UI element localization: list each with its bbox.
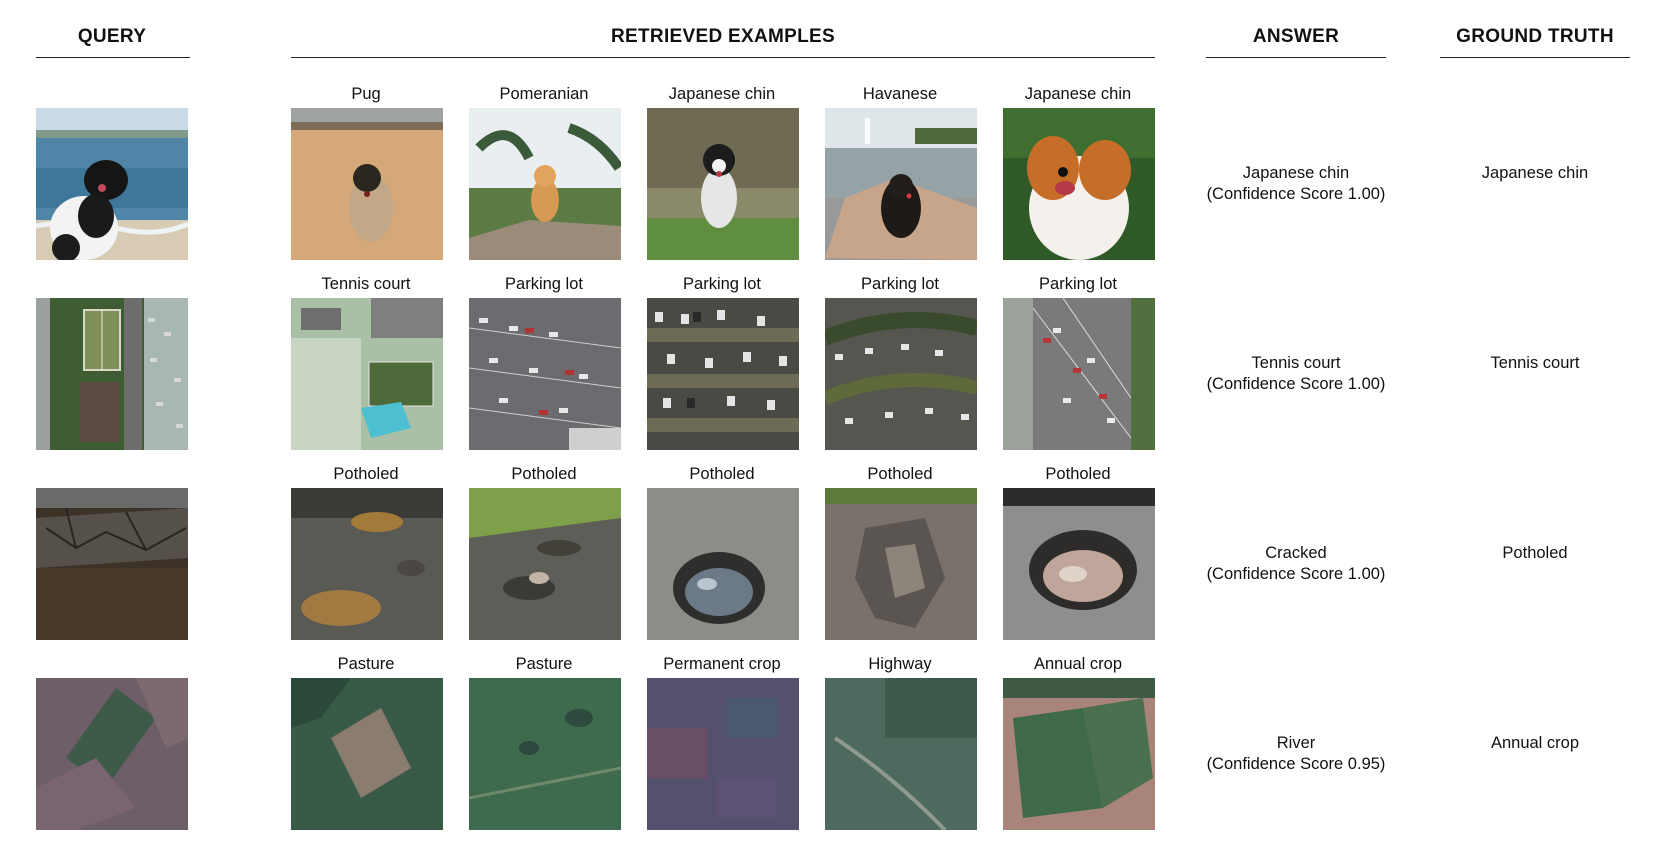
example-label: Havanese [862, 85, 938, 103]
example-label: Potholed [333, 465, 399, 483]
header-retrieved-examples: RETRIEVED EXAMPLES [611, 26, 835, 47]
example-image [469, 298, 621, 450]
example-label: Annual crop [1033, 655, 1123, 673]
header-retrieved-rule [291, 57, 1155, 58]
example-image [825, 678, 977, 830]
query-image [36, 298, 188, 450]
example-label: Parking lot [1039, 275, 1117, 293]
example-image [291, 488, 443, 640]
example-label: Pug [351, 85, 381, 103]
example-image [469, 108, 621, 260]
example-label: Permanent crop [663, 655, 781, 673]
example-image [1003, 678, 1155, 830]
ground-truth-label: Japanese chin [1481, 164, 1589, 182]
header-answer: ANSWER [1252, 26, 1340, 47]
example-image [291, 298, 443, 450]
header-ground-truth-rule [1440, 57, 1630, 58]
example-image [647, 108, 799, 260]
example-image [1003, 108, 1155, 260]
example-label: Japanese chin [1024, 85, 1132, 103]
example-image [647, 488, 799, 640]
example-image [291, 678, 443, 830]
example-image [291, 108, 443, 260]
answer-confidence: (Confidence Score 0.95) [1206, 755, 1386, 773]
header-query-rule [36, 57, 190, 58]
example-image [825, 108, 977, 260]
query-image [36, 488, 188, 640]
example-label: Parking lot [505, 275, 583, 293]
example-label: Pomeranian [499, 85, 589, 103]
example-image [1003, 488, 1155, 640]
example-image [469, 678, 621, 830]
ground-truth-label: Annual crop [1490, 734, 1580, 752]
answer-confidence: (Confidence Score 1.00) [1206, 185, 1386, 203]
query-image [36, 678, 188, 830]
example-label: Tennis court [321, 275, 411, 293]
example-label: Pasture [515, 655, 573, 673]
answer-label: Japanese chin [1242, 164, 1350, 182]
example-image [647, 298, 799, 450]
ground-truth-label: Tennis court [1490, 354, 1580, 372]
example-label: Highway [868, 655, 932, 673]
example-label: Potholed [689, 465, 755, 483]
answer-confidence: (Confidence Score 1.00) [1206, 375, 1386, 393]
query-image [36, 108, 188, 260]
answer-label: River [1276, 734, 1316, 752]
ground-truth-label: Potholed [1502, 544, 1568, 562]
example-image [825, 298, 977, 450]
header-query: QUERY [77, 26, 147, 47]
example-label: Parking lot [683, 275, 761, 293]
example-label: Parking lot [861, 275, 939, 293]
example-image [825, 488, 977, 640]
example-image [469, 488, 621, 640]
example-label: Potholed [511, 465, 577, 483]
header-ground-truth: GROUND TRUTH [1456, 26, 1614, 47]
header-answer-rule [1206, 57, 1386, 58]
answer-confidence: (Confidence Score 1.00) [1206, 565, 1386, 583]
example-label: Japanese chin [668, 85, 776, 103]
example-label: Potholed [867, 465, 933, 483]
example-image [1003, 298, 1155, 450]
example-image [647, 678, 799, 830]
example-label: Potholed [1045, 465, 1111, 483]
answer-label: Tennis court [1251, 354, 1341, 372]
example-label: Pasture [337, 655, 395, 673]
answer-label: Cracked [1265, 544, 1327, 562]
